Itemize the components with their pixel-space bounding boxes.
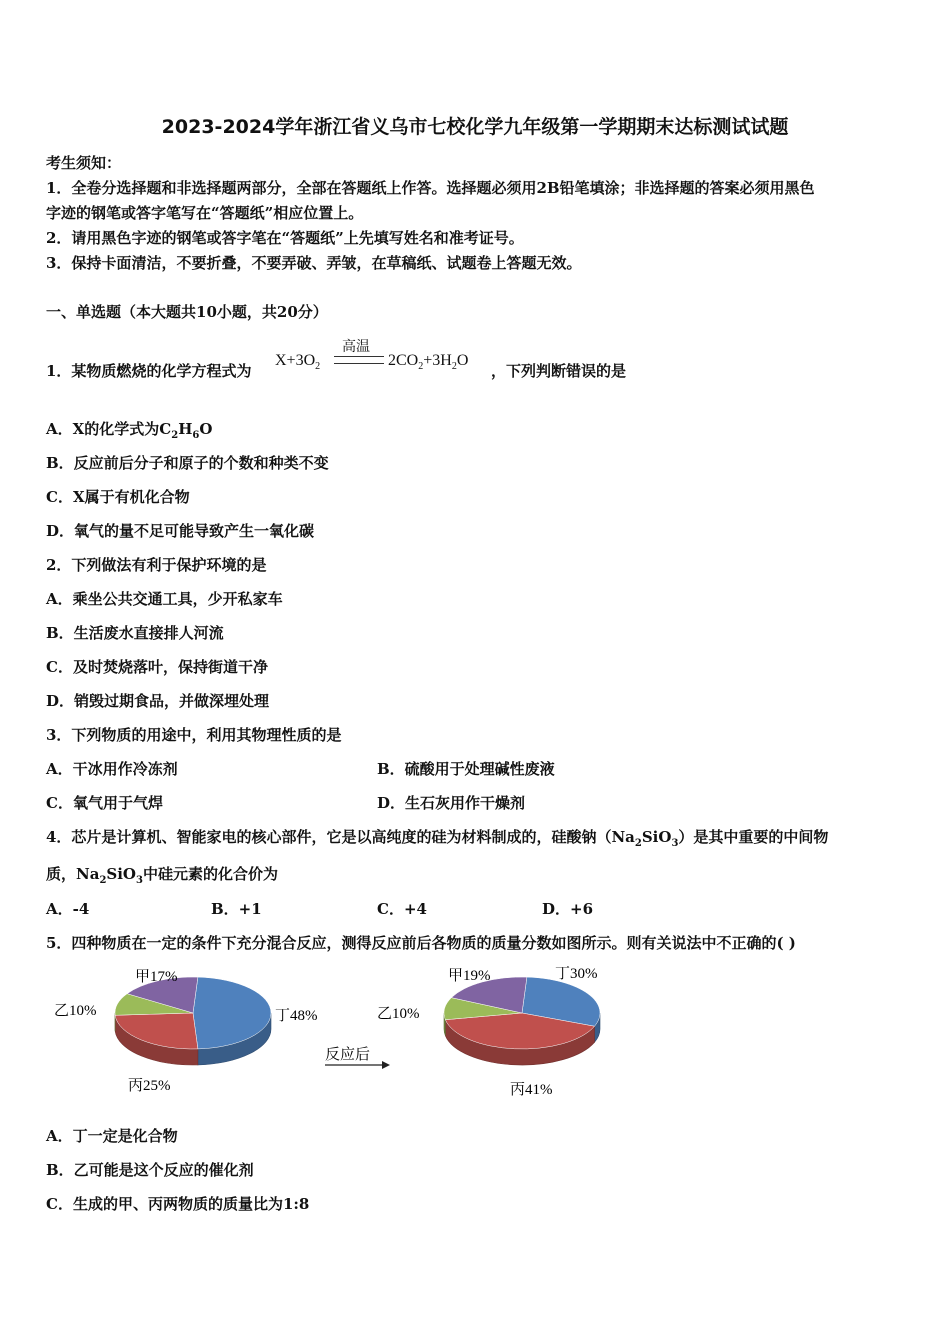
q3-option-c: C．氧气用于气焊 — [46, 794, 163, 812]
pie-label-乙: 乙10% — [377, 1006, 420, 1022]
q3-option-b: B．硫酸用于处理碱性废液 — [377, 760, 555, 778]
q4-option-b: B．+1 — [211, 900, 262, 918]
notice-line-1b: 字迹的钢笔或答字笔写在“答题纸”相应位置上。 — [46, 204, 364, 222]
q4-option-d: D．+6 — [542, 900, 594, 918]
q1-equation-equals-sign — [334, 356, 384, 364]
arrow-label: 反应后 — [325, 1045, 371, 1063]
notice-heading: 考生须知： — [46, 154, 122, 172]
q1-option-b: B．反应前后分子和原子的个数和种类不变 — [46, 454, 329, 472]
page-title: 2023-2024学年浙江省义乌市七校化学九年级第一学期期末达标测试试题 — [161, 116, 789, 138]
q5-option-c: C．生成的甲、丙两物质的质量比为1:8 — [46, 1195, 310, 1213]
notice-line-3: 3．保持卡面清洁，不要折叠，不要弄破、弄皱，在草稿纸、试题卷上答题无效。 — [46, 254, 582, 272]
q1-equation-condition: 高温 — [342, 340, 370, 355]
pie-chart-after — [377, 965, 600, 1098]
notice-line-1a: 1．全卷分选择题和非选择题两部分，全部在答题纸上作答。选择题必须用2B铅笔填涂；非选择题的答案必须用黑色 — [46, 179, 815, 197]
q1-stem-prefix: 1．某物质燃烧的化学方程式为 — [46, 362, 252, 380]
pie-label-甲: 甲19% — [448, 968, 491, 984]
notice-line-2: 2．请用黑色字迹的钢笔或答字笔在“答题纸”上先填写姓名和准考证号。 — [46, 229, 524, 247]
q3-stem: 3．下列物质的用途中，利用其物理性质的是 — [46, 726, 342, 744]
q5-stem: 5．四种物质在一定的条件下充分混合反应，测得反应前后各物质的质量分数如图所示。则有关说法中不正确的( ) — [46, 934, 796, 952]
q1-option-a: A．X的化学式为$C_2H_6O$ — [46, 420, 213, 441]
pie-label-丙: 丙25% — [128, 1078, 171, 1094]
pie-label-丁: 丁48% — [275, 1008, 318, 1024]
pie-label-甲: 甲17% — [135, 969, 178, 985]
q3-option-d: D．生石灰用作干燥剂 — [377, 794, 526, 812]
q4-stem-line-1: 4．芯片是计算机、智能家电的核心部件，它是以高纯度的硅为材料制成的，硅酸钠$(Na_2SiO_3)$是其中重要的中间物 — [46, 828, 829, 849]
q5-option-b: B．乙可能是这个反应的催化剂 — [46, 1161, 254, 1179]
q1-equation-right: $2CO_2+3H_2O$ — [388, 352, 469, 373]
q5-option-a: A．丁一定是化合物 — [46, 1127, 178, 1145]
q4-option-a: A．-4 — [46, 900, 90, 918]
pie-label-乙: 乙10% — [54, 1003, 97, 1019]
pie-label-丁: 丁30% — [555, 966, 598, 982]
pie-charts-figure — [40, 955, 640, 1105]
q1-option-c: C．X属于有机化合物 — [46, 488, 190, 506]
section-heading: 一、单选题（本大题共10小题，共20分） — [46, 303, 328, 321]
q3-option-a: A．干冰用作冷冻剂 — [46, 760, 178, 778]
q4-option-c: C．+4 — [377, 900, 427, 918]
q4-stem-line-2: 质，$Na_2SiO_3$中硅元素的化合价为 — [46, 865, 278, 886]
q2-option-d: D．销毁过期食品，并做深埋处理 — [46, 692, 270, 710]
q1-equation-left: $X+3O_2$ — [275, 352, 321, 373]
q2-option-c: C．及时焚烧落叶，保持街道干净 — [46, 658, 268, 676]
q2-option-a: A．乘坐公共交通工具，少开私家车 — [46, 590, 283, 608]
pie-chart-before — [54, 968, 318, 1094]
q2-option-b: B．生活废水直接排人河流 — [46, 624, 224, 642]
q2-stem: 2．下列做法有利于保护环境的是 — [46, 556, 267, 574]
q1-option-d: D．氧气的量不足可能导致产生一氧化碳 — [46, 522, 315, 540]
q1-stem-suffix: ，下列判断错误的是 — [491, 362, 627, 380]
pie-label-丙: 丙41% — [510, 1082, 553, 1098]
arrow-head — [382, 1061, 390, 1069]
